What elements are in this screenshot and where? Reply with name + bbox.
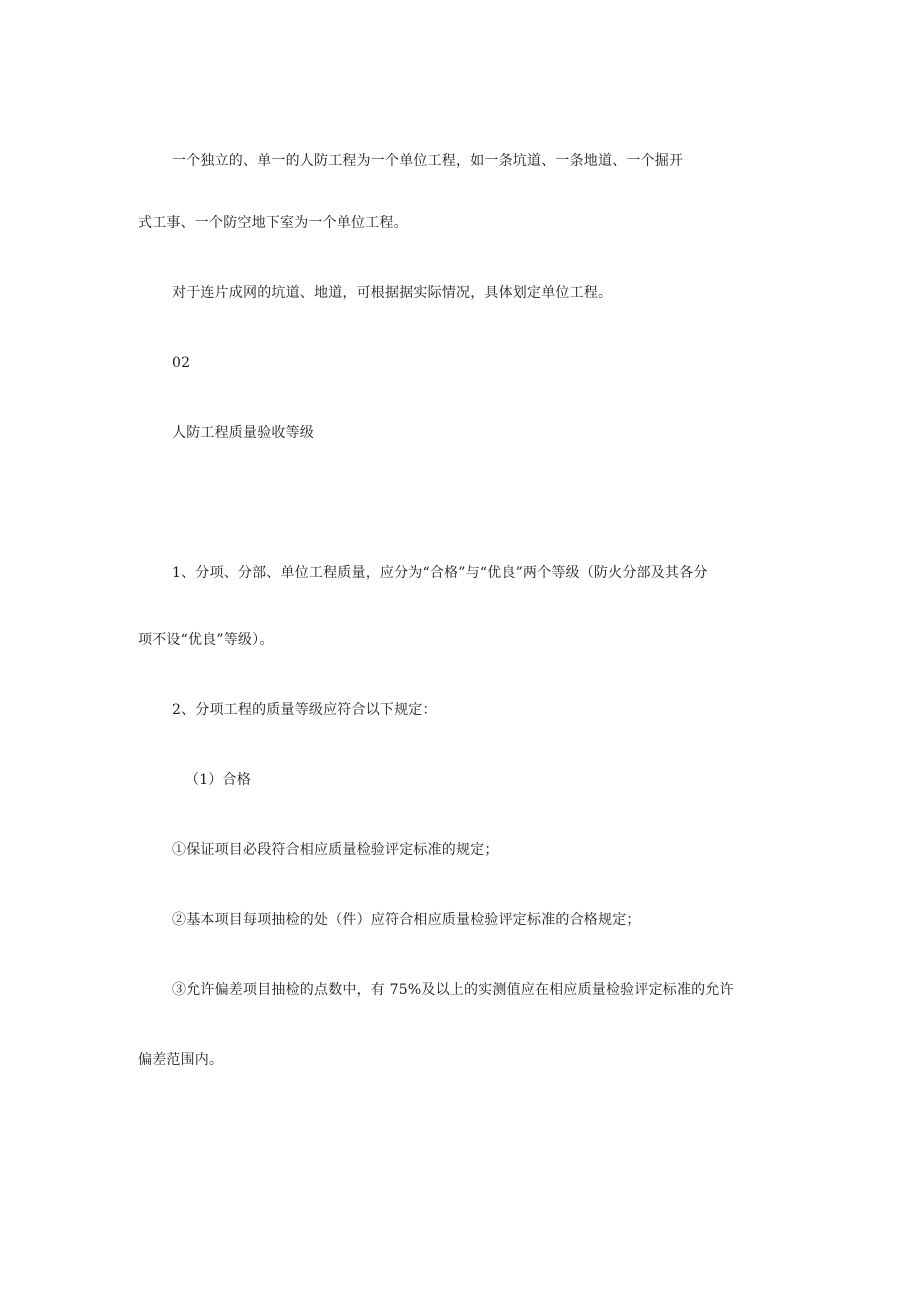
item-1-line-1: 1、分项、分部、单位工程质量，应分为“合格”与“优良”两个等级（防火分部及其各分: [172, 565, 708, 581]
sub-item-1: （1）合格: [185, 772, 251, 788]
item-1-line-2: 项不设“优良”等级）。: [138, 632, 274, 648]
paragraph-1-line-2: 式工事、一个防空地下室为一个单位工程。: [138, 215, 408, 231]
circled-item-3-line-1: ③允许偏差项目抽检的点数中，有 75%及以上的实测值应在相应质量检验评定标准的允许: [172, 982, 734, 998]
circled-item-3-line-2: 偏差范围内。: [138, 1052, 224, 1068]
circled-item-2: ②基本项目每项抽检的处（件）应符合相应质量检验评定标准的合格规定；: [172, 912, 641, 928]
section-number: 02: [172, 355, 191, 371]
section-title: 人防工程质量验收等级: [172, 425, 314, 441]
item-2: 2、分项工程的质量等级应符合以下规定：: [172, 702, 437, 718]
paragraph-1-line-1: 一个独立的、单一的人防工程为一个单位工程，如一条坑道、一条地道、一个掘开: [172, 153, 684, 169]
circled-item-1: ①保证项目必段符合相应质量检验评定标准的规定；: [172, 842, 499, 858]
paragraph-2: 对于连片成网的坑道、地道，可根据据实际情况，具体划定单位工程。: [172, 285, 613, 301]
